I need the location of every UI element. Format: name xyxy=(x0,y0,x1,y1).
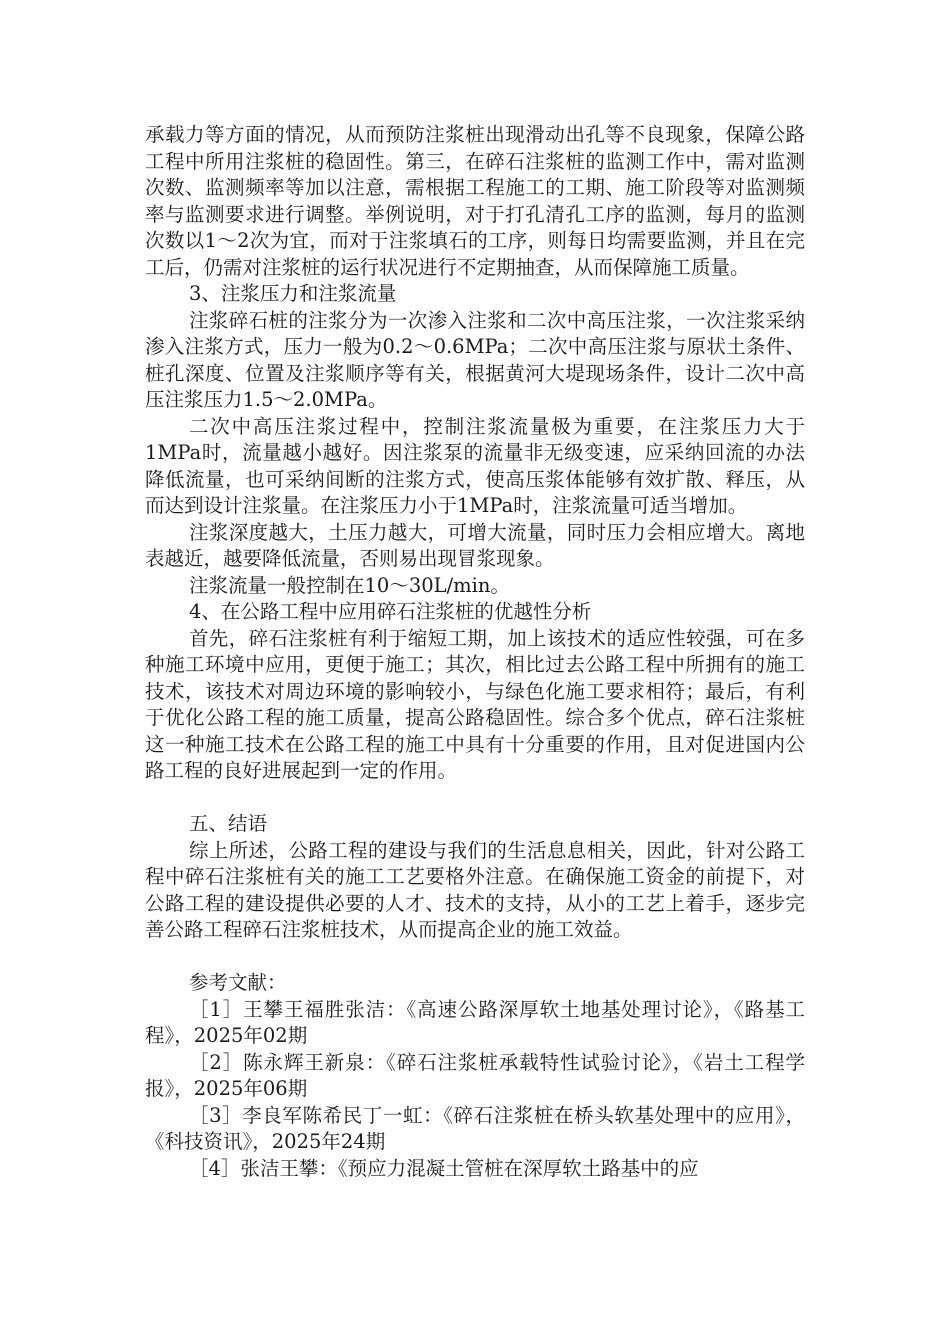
reference-item: ［3］李良军陈希民丁一虹：《碎石注浆桩在桥头软基处理中的应用》，《科技资讯》，2025年24期 xyxy=(145,1103,805,1153)
paragraph-flow-control: 二次中高压注浆过程中，控制注浆流量极为重要，在注浆压力大于1MPa时，流量越小越好。因注浆泵的流量非无级变速，应采纳回流的办法降低流量，也可采纳间断的注浆方式，使高压浆体能够有效扩散、释压，从而达到设计注浆量。在注浆压力小于1MPa时，注浆流量可适当增加。 xyxy=(145,414,805,517)
references-heading: 参考文献： xyxy=(189,971,287,994)
reference-item: ［1］王攀王福胜张洁：《高速公路深厚软土地基处理讨论》，《路基工程》，2025年02期 xyxy=(145,997,805,1047)
reference-item: ［2］陈永辉王新泉：《碎石注浆桩承载特性试验讨论》，《岩土工程学报》，2025年06期 xyxy=(145,1050,805,1100)
paragraph-grouting-types: 注浆碎石桩的注浆分为一次渗入注浆和二次中高压注浆，一次注浆采纳渗入注浆方式，压力一般为0.2～0.6MPa；二次中高压注浆与原状土条件、桩孔深度、位置及注浆顺序等有关，根据黄河大堤现场条件，设计二次中高压注浆压力1.5～2.0MPa。 xyxy=(145,308,805,411)
paragraph-depth-flow: 注浆深度越大，土压力越大，可增大流量，同时压力会相应增大。离地表越近，越要降低流量，否则易出现冒浆现象。 xyxy=(145,520,805,570)
paragraph-flow-range: 注浆流量一般控制在10～30L/min。 xyxy=(189,573,510,597)
section-heading-advantages: 4、在公路工程中应用碎石注浆桩的优越性分析 xyxy=(189,600,592,623)
section-heading-grouting-pressure: 3、注浆压力和注浆流量 xyxy=(189,282,397,305)
document-body xyxy=(145,122,805,1182)
paragraph-advantages: 首先，碎石注浆桩有利于缩短工期，加上该技术的适应性较强，可在多种施工环境中应用，更便于施工；其次，相比过去公路工程中所拥有的施工技术，该技术对周边环境的影响较小，与绿色化施工要求相符；最后，有利于优化公路工程的施工质量，提高公路稳固性。综合多个优点，碎石注浆桩这一种施工技术在公路工程的施工中具有十分重要的作用，且对促进国内公路工程的良好进展起到一定的作用。 xyxy=(145,626,805,782)
spacer xyxy=(145,944,805,971)
paragraph-conclusion: 综上所述，公路工程的建设与我们的生活息息相关，因此，针对公路工程中碎石注浆桩有关的施工工艺要格外注意。在确保施工资金的前提下，对公路工程的建设提供必要的人才、技术的支持，从小的工艺上着手，逐步完善公路工程碎石注浆桩技术，从而提高企业的施工效益。 xyxy=(145,838,805,941)
reference-item: ［4］张洁王攀：《预应力混凝土管桩在深厚软土路基中的应 xyxy=(189,1156,699,1180)
section-heading-conclusion: 五、结语 xyxy=(189,812,268,835)
paragraph-bearing-capacity: 承载力等方面的情况，从而预防注浆桩出现滑动出孔等不良现象，保障公路工程中所用注浆桩的稳固性。第三，在碎石注浆桩的监测工作中，需对监测次数、监测频率等加以注意，需根据工程施工的工期、施工阶段等对监测频率与监测要求进行调整。举例说明，对于打孔清孔工序的监测，每月的监测次数以1～2次为宜，而对于注浆填石的工序，则每日均需要监测，并且在完工后，仍需对注浆桩的运行状况进行不定期抽查，从而保障施工质量。 xyxy=(145,123,805,279)
spacer xyxy=(145,785,805,812)
